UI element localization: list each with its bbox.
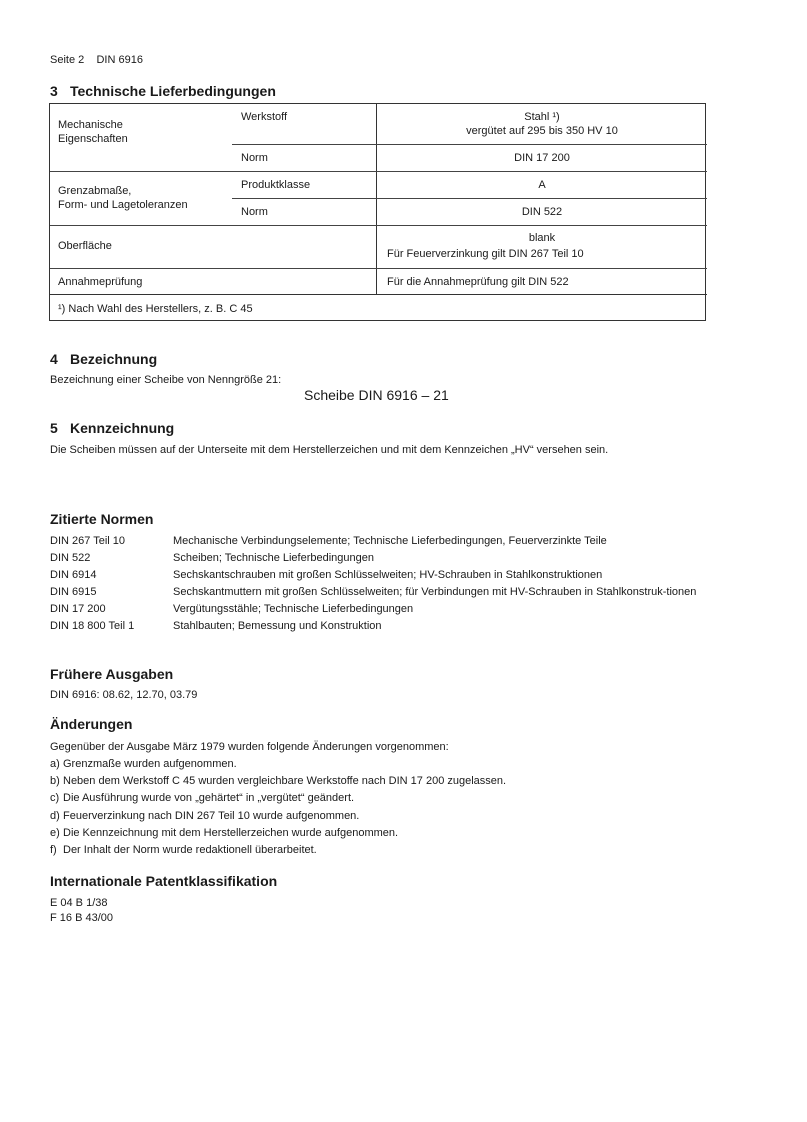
acceptance-test-value: Für die Annahmeprüfung gilt DIN 522 <box>387 276 569 288</box>
document-id: DIN 6916 <box>96 54 143 66</box>
table-divider <box>50 268 707 269</box>
tolerances-label: Grenzabmaße, Form- und Lagetoleranzen <box>58 185 188 211</box>
surface-value: blank Für Feuerverzinkung gilt DIN 267 Teil 10 <box>387 232 584 260</box>
table-footnote: ¹) Nach Wahl des Herstellers, z. B. C 45 <box>58 303 253 315</box>
acceptance-test-label: Annahmeprüfung <box>58 276 143 288</box>
section-4-text: Bezeichnung einer Scheibe von Nenngröße 21: <box>50 374 282 386</box>
surface-label: Oberfläche <box>58 240 112 252</box>
amendment-item: b) Neben dem Werkstoff C 45 wurden vergleichbare Werkstoffe nach DIN 17 200 zugelassen. <box>50 775 507 788</box>
patent-code: F 16 B 43/00 <box>50 912 113 924</box>
cited-standard-row: DIN 17 200 Vergütungsstähle; Technische Lieferbedingungen <box>50 603 414 615</box>
cited-standard-row: DIN 18 800 Teil 1 Stahlbauten; Bemessung und Konstruktion <box>50 620 382 632</box>
grenz-norm-label: Norm <box>241 206 268 218</box>
designation-example: Scheibe DIN 6916 – 21 <box>304 387 449 403</box>
cited-standard-row: DIN 267 Teil 10 Mechanische Verbindungselemente; Technische Lieferbedingungen, Feuerverzinkte Teile <box>50 535 607 547</box>
amendments-heading: Änderungen <box>50 716 133 732</box>
mech-norm-value: DIN 17 200 <box>514 152 570 164</box>
cited-standard-row: DIN 6915 Sechskantmuttern mit großen Schlüsselweiten; für Verbindungen mit HV-Schrauben in Stahlkonstruk-tionen <box>50 586 697 598</box>
page-number: Seite 2 <box>50 54 85 66</box>
patent-code: E 04 B 1/38 <box>50 897 108 909</box>
table-divider <box>50 294 707 295</box>
table-divider <box>50 171 707 172</box>
mech-properties-label: Mechanische Eigenschaften <box>58 119 128 145</box>
amendment-item: e) Die Kennzeichnung mit dem Herstellerzeichen wurde aufgenommen. <box>50 826 399 839</box>
previous-editions-heading: Frühere Ausgaben <box>50 666 174 682</box>
table-divider <box>232 144 707 145</box>
cited-standard-row: DIN 522 Scheiben; Technische Lieferbedingungen <box>50 552 375 564</box>
amendments-intro: Gegenüber der Ausgabe März 1979 wurden folgende Änderungen vorgenommen: <box>50 741 449 753</box>
cited-standards-list <box>50 533 708 635</box>
section-5-text: Die Scheiben müssen auf der Unterseite mit dem Herstellerzeichen und mit dem Kennzeichen „HV“ versehen sein. <box>50 444 609 456</box>
werkstoff-value: Stahl ¹) vergütet auf 295 bis 350 HV 10 <box>466 111 618 137</box>
amendments-list <box>50 756 506 859</box>
amendment-item: f) Der Inhalt der Norm wurde redaktionell überarbeitet. <box>50 844 317 857</box>
grenz-norm-value: DIN 522 <box>521 206 563 218</box>
page-header <box>50 54 143 66</box>
previous-editions-text: DIN 6916: 08.62, 12.70, 03.79 <box>50 689 198 701</box>
patent-classification-codes <box>50 896 113 926</box>
cited-standards-heading: Zitierte Normen <box>50 511 154 527</box>
mech-norm-label: Norm <box>241 152 268 164</box>
section-5-heading: 5 Kennzeichnung <box>50 420 175 436</box>
section-4-heading: 4 Bezeichnung <box>50 351 158 367</box>
amendment-item: a) Grenzmaße wurden aufgenommen. <box>50 758 237 770</box>
table-divider <box>232 198 707 199</box>
amendment-item: c) Die Ausführung wurde von „gehärtet“ in „vergütet“ geändert. <box>50 792 355 805</box>
produktklasse-value: A <box>538 179 546 191</box>
produktklasse-label: Produktklasse <box>241 179 311 191</box>
werkstoff-label: Werkstoff <box>241 111 288 123</box>
cited-standard-row: DIN 6914 Sechskantschrauben mit großen Schlüsselweiten; HV-Schrauben in Stahlkonstruktionen <box>50 569 603 581</box>
section-3-heading: 3 Technische Lieferbedingungen <box>50 83 276 99</box>
amendment-item: d) Feuerverzinkung nach DIN 267 Teil 10 wurde aufgenommen. <box>50 809 360 822</box>
delivery-conditions-table <box>49 103 706 321</box>
patent-classification-heading: Internationale Patentklassifikation <box>50 873 278 889</box>
table-divider <box>50 225 707 226</box>
